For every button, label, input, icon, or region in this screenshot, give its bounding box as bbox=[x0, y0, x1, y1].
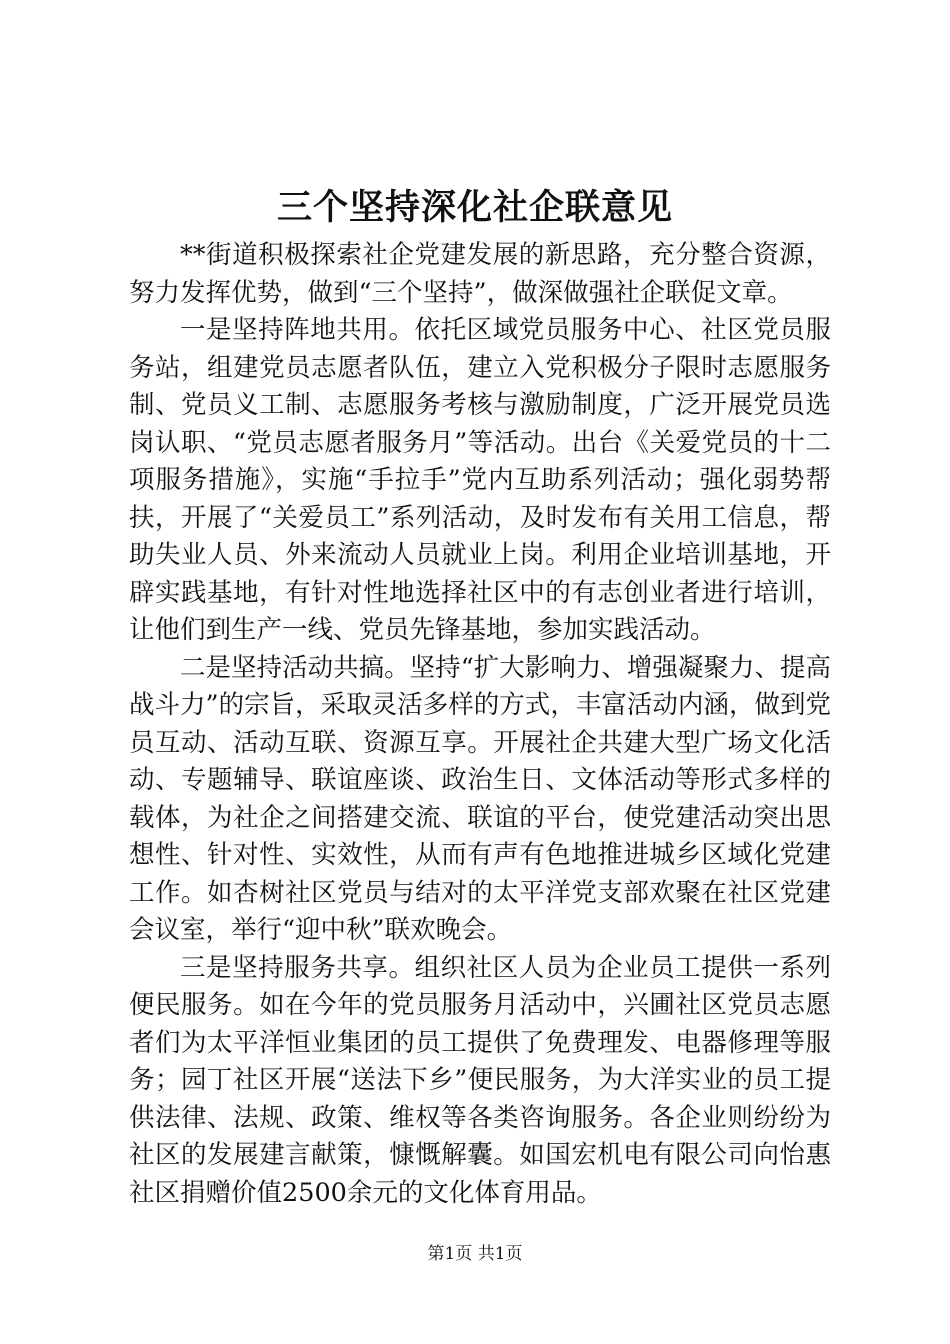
document-body bbox=[129, 237, 831, 1212]
page-footer: 第1页 共1页 bbox=[427, 1244, 523, 1264]
paragraph-point-three: 三是坚持服务共享。组织社区人员为企业员工提供一系列便民服务。如在今年的党员服务月活动中，兴圃社区党员志愿者们为太平洋恒业集团的员工提供了免费理发、电器修理等服务；园丁社区开展“送法下乡”便民服务，为大洋实业的员工提供法律、法规、政策、维权等各类咨询服务。各企业则纷纷为社区的发展建言献策，慷慨解囊。如国宏机电有限公司向怡惠社区捐赠价值2500余元的文化体育用品。 bbox=[129, 952, 831, 1208]
paragraph-point-two: 二是坚持活动共搞。坚持“扩大影响力、增强凝聚力、提高战斗力”的宗旨，采取灵活多样的方式，丰富活动内涵，做到党员互动、活动互联、资源互享。开展社企共建大型广场文化活动、专题辅导、联谊座谈、政治生日、文体活动等形式多样的载体，为社企之间搭建交流、联谊的平台，使党建活动突出思想性、针对性、实效性，从而有声有色地推进城乡区域化党建工作。如杏树社区党员与结对的太平洋党支部欢聚在社区党建会议室，举行“迎中秋”联欢晚会。 bbox=[129, 652, 831, 945]
paragraph-intro: **街道积极探索社企党建发展的新思路，充分整合资源，努力发挥优势，做到“三个坚持”，做深做强社企联促文章。 bbox=[129, 240, 831, 308]
paragraph-point-one: 一是坚持阵地共用。依托区域党员服务中心、社区党员服务站，组建党员志愿者队伍，建立入党积极分子限时志愿服务制、党员义工制、志愿服务考核与激励制度，广泛开展党员选岗认职、“党员志愿者服务月”等活动。出台《关爱党员的十二项服务措施》，实施“手拉手”党内互助系列活动；强化弱势帮扶，开展了“关爱员工”系列活动，及时发布有关用工信息，帮助失业人员、外来流动人员就业上岗。利用企业培训基地，开辟实践基地，有针对性地选择社区中的有志创业者进行培训，让他们到生产一线、党员先锋基地，参加实践活动。 bbox=[129, 315, 831, 645]
page-title: 三个坚持深化社企联意见 bbox=[276, 187, 673, 228]
